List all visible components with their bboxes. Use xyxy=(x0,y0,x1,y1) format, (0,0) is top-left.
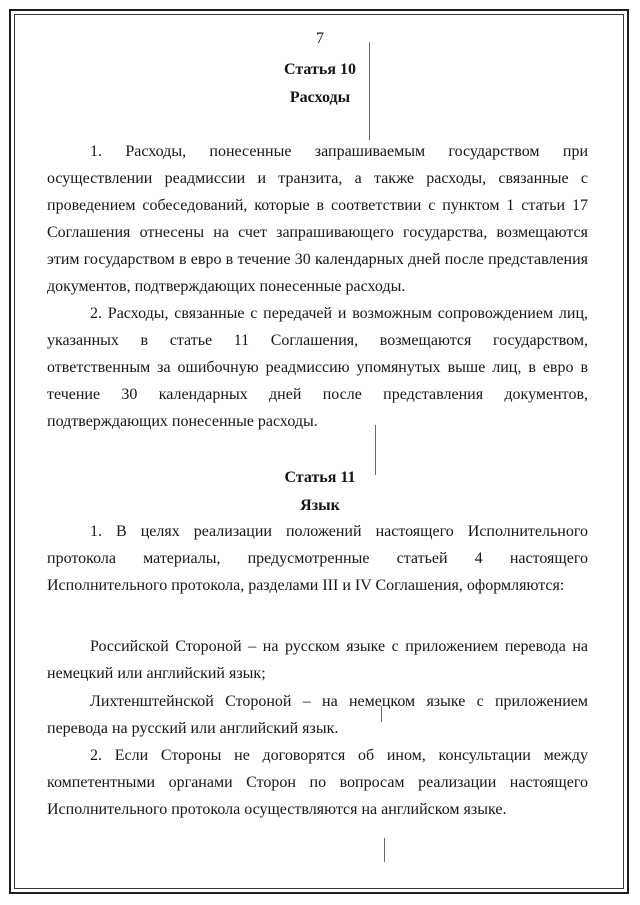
article-11-paragraph-liechtenstein: Лихтенштейнской Стороной – на немецком языке с приложением перевода на русский или английский язык. xyxy=(47,693,588,737)
article-10-paragraph-1: 1. Расходы, понесенные запрашиваемым государством при осуществлении реадмиссии и транзита, а также расходы, связанные с проведением собеседований, которые в соответствии с пунктом 1 статьи 17 Соглашения отнесены на счет запрашивающего государства, возмещаются этим государством в евро в течение 30 календарных дней после представления документов, подтверждающих понесенные расходы. xyxy=(47,143,588,295)
scan-mark-4 xyxy=(384,838,385,862)
article-11-paragraph-2: 2. Если Стороны не договорятся об ином, консультации между компетентными органами Сторон по вопросам реализации настоящего Исполнительного протокола осуществляются на английском языке. xyxy=(47,747,588,818)
article-10-title: Статья 10 xyxy=(284,61,356,78)
article-10-paragraph-2: 2. Расходы, связанные с передачей и возможным сопровождением лиц, указанных в статье 11 Соглашения, возмещаются государством, ответственным за ошибочную реадмиссию упомянутых выше лиц, в евро в течение 30 календарных дней после представления документов, подтверждающих понесенные расходы. xyxy=(47,305,588,430)
article-11-paragraph-1: 1. В целях реализации положений настоящего Исполнительного протокола материалы, предусмотренные статьей 4 настоящего Исполнительного протокола, разделами III и IV Соглашения, оформляются: xyxy=(47,523,588,594)
article-11-subtitle: Язык xyxy=(300,497,340,514)
article-10-subtitle: Расходы xyxy=(289,89,351,106)
article-11-title: Статья 11 xyxy=(284,469,356,486)
article-11-paragraph-russian: Российской Стороной – на русском языке с приложением перевода на немецкий или английский язык; xyxy=(47,638,588,682)
page-number: 7 xyxy=(316,30,324,47)
